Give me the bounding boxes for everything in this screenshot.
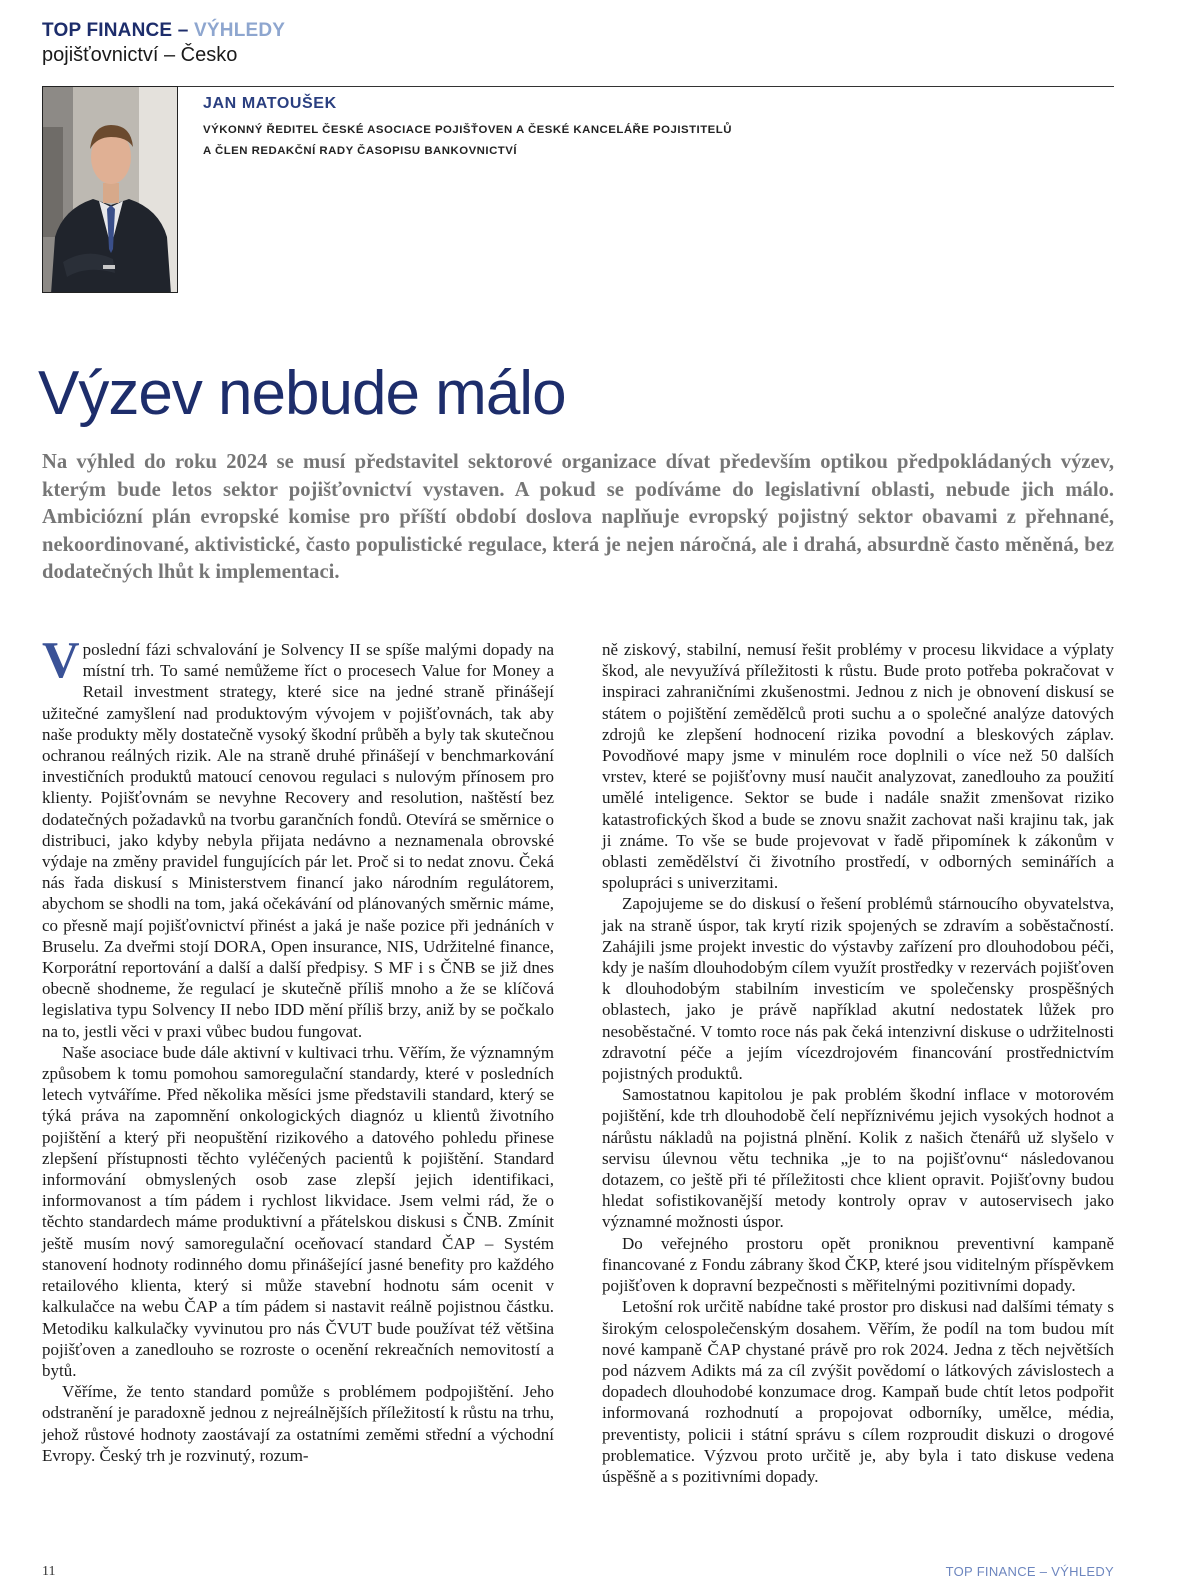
paragraph: Věříme, že tento standard pomůže s problémem podpojištění. Jeho odstranění je paradoxně jednou z nejreálnějších příležitostí k růstu na trhu, jehož růstové hodnoty zaostávají za ostatními zeměmi střední a východní Evropy. Český trh je rozvinutý, rozum- bbox=[42, 1382, 554, 1465]
paragraph: Samostatnou kapitolou je pak problém škodní inflace v motorovém pojištění, kde trh dlouhodobě čelí nepříznivému jejich vysokých hodnot a nárůstu nákladů na pojistná plnění. Kolik z našich čtenářů už slyšelo v servisu úlevnou větu technika „je to na pojišťovnu“ následovanou dotazem, co ještě při té příležitosti chce klient opravit. Pojišťovny budou hledat sofistikovanější metody kontroly oprav v autoservisech jako významné možnosti úspor. bbox=[602, 1085, 1114, 1232]
paragraph-text: poslední fázi schvalování je Solvency II se spíše malými dopady na místní trh. To samé nemůžeme říct o procesech Value for Money a Retail investment strategy, které sice na jedné straně přinášejí užitečné zamyšlení nad produktovým vývojem v pojišťovnách, tak aby naše produkty měly dostatečně vysoký škodní průběh a byly tak skutečnou ochranou reálných rizik. Ale na straně druhé přinášejí v benchmarkování investičních produktů matoucí cenovou regulaci s nulovým přínosem pro klienty. Pojišťovnám se nevyhne Recovery and resolution, naštěstí bez dodatečných požadavků na tvorbu garančních fondů. Otevírá se směrnice o distribuci, jako kdyby nebyla přijata nedávno a neznamenala obrovské výdaje na změny pravidel fungujících pár let. Proč si to nedat znovu. Čeká nás řada diskusí s Ministerstvem financí jako národním regulátorem, abychom se shodli na tom, jaká očekávání od plánovaných směrnic máme, co přesně mají pojišťovnictví přinést a jaká je naše pozice při jednáních v Bruselu. Za dveřmi stojí DORA, Open insurance, NIS, Udržitelné finance, Korporátní reportování a další a další předpisy. S MF i s ČNB se již dnes obecně shodneme, že regulací je skutečně příliš mnoho a že se klíčová legislativa typu Solvency II nebo IDD mění příliš brzy, aniž by se počkalo na to, jestli věci v praxi vůbec budou fungovat. bbox=[42, 640, 554, 1041]
article-column-left bbox=[42, 632, 554, 1466]
drop-cap: V bbox=[42, 632, 80, 689]
brand-light: VÝHLEDY bbox=[194, 20, 286, 41]
author-role bbox=[203, 120, 732, 162]
paragraph: Naše asociace bude dále aktivní v kultivaci trhu. Věřím, že významným způsobem k tomu pomohou samoregulační standardy, které v posledních letech vytváříme. Před několika měsíci jsme představili standard, který se týká práva na zapomnění onkologických diagnóz u klientů životního pojištění a který při neopuštění rizikového a datového pohledu přinese zlepšení přístupnosti těchto vyléčených pacientů k pojištění. Standard informování obmyslených osob zase zlepší jejich identifikaci, informovanost a tím pádem i rychlost likvidace. Jsem velmi rád, že o těchto standardech máme produktivní a přátelskou diskusi s ČNB. Zmínit ještě musím nový samoregulační oceňovací standard ČAP – Systém stanovení hodnoty rodinného domu přinášející jasné benefity pro každého retailového klienta, který si může stavební hodnotu sám ocenit v kalkulačce na webu ČAP a tím pádem si nastavit reálně pojistnou částku. Metodiku kalkulačky vyvinutou pro nás ČVUT bude používat též většina pojišťoven a zanedlouho se rozroste o ocenění rekreačních nemovitostí a bytů. bbox=[42, 1042, 554, 1380]
portrait-photo-icon bbox=[43, 87, 178, 293]
author-role-line-2: A ČLEN REDAKČNÍ RADY ČASOPISU BANKOVNICTVÍ bbox=[203, 145, 518, 157]
paragraph bbox=[42, 632, 554, 1042]
section-brand bbox=[42, 19, 285, 43]
article-lead: Na výhled do roku 2024 se musí představitel sektorové organizace dívat především optikou předpokládaných výzev, kterým bude letos sektor pojišťovnictví vystaven. A pokud se podíváme do legislativní oblasti, nebude jich málo. Ambiciózní plán evropské komise pro příští období doslova naplňuje evropský pojistný sektor obavami z přehnané, nekoordinované, aktivistické, často populistické regulace, která je nejen náročná, ale i drahá, absurdně často měněná, bez dodatečných lhůt k implementaci. bbox=[42, 451, 1114, 583]
article-title: Výzev nebude málo bbox=[38, 359, 566, 428]
paragraph: Do veřejného prostoru opět proniknou preventivní kampaně financované z Fondu zábrany škod ČKP, které jsou viditelným příspěvkem pojišťoven k dopravní bezpečnosti s měřitelnými pozitivními dopady. bbox=[602, 1233, 1114, 1296]
author-photo bbox=[42, 86, 178, 293]
paragraph: ně ziskový, stabilní, nemusí řešit problémy v procesu likvidace a výplaty škod, ale nevyužívá příležitosti k růstu. Bude proto potřeba pokračovat v inspiraci zahraničními zkušenostmi. Jednou z nich je obnovení diskusí se státem o pojištění zemědělců proti suchu a o společné analýze datových zdrojů ke zlepšení hodnocení rizika povodní a bleskových záplav. Povodňové mapy jsme v minulém roce doplnili o více než 50 dalších vrstev, které se pojišťovny musí naučit analyzovat, zanedlouho za použití umělé inteligence. Sektor se bude i nadále snažit zmenšovat riziko katastrofických škod a bude se znovu snažit zachovat naši krajinu tak, jak ji známe. To vše se bude projevovat v řadě připomínek k zákonům v oblasti zemědělství či životního prostředí, v odborných seminářích a spolupráci s univerzitami. bbox=[602, 640, 1114, 893]
author-role-line-1: VÝKONNÝ ŘEDITEL ČESKÉ ASOCIACE POJIŠŤOVEN A ČESKÉ KANCELÁŘE POJISTITELŮ bbox=[203, 124, 732, 136]
article-column-right bbox=[602, 639, 1114, 1487]
paragraph: Letošní rok určitě nabídne také prostor pro diskusi nad dalšími tématy s širokým celospolečenským dosahem. Věřím, že podíl na tom budou mít nové kampaně ČAP chystané právě pro rok 2024. Jedna z těch největších pod názvem Adikts má za cíl zvýšit povědomí o látkových závislostech a dopadech dlouhodobé konzumace drog. Kampaň bude chtít letos podpořit informovaná rozhodnutí a propojovat odborníky, umělce, média, preventisty, policii i státní správu s cílem rozproudit diskuzi o drogové problematice. Výzvou proto určitě je, aby byla i tato diskuse vedena úspěšně a s pozitivními dopady. bbox=[602, 1297, 1114, 1486]
author-name: JAN MATOUŠEK bbox=[203, 95, 337, 112]
footer-brand: TOP FINANCE – VÝHLEDY bbox=[945, 1564, 1114, 1579]
section-subtitle: pojišťovnictví – Česko bbox=[42, 44, 238, 66]
header-rule bbox=[42, 86, 1114, 87]
page-number: 11 bbox=[42, 1564, 56, 1579]
brand-bold: TOP FINANCE – bbox=[42, 20, 189, 41]
paragraph: Zapojujeme se do diskusí o řešení problémů stárnoucího obyvatelstva, jak na straně úspor, tak krytí rizik spojených se zdravím a soběstačností. Zahájili jsme projekt investic do výstavby zařízení pro dlouhodobou péči, kdy je naším dlouhodobým cílem využít prostředky v rezervách pojišťoven k dlouhodobým stabilním investicím ve společensky prospěšných oblastech, jako je právě například akutní nedostatek lůžek pro nesoběstačné. V tomto roce nás pak čeká intenzivní diskuse o udržitelnosti zdravotní péče a jejím vícezdrojovém financování prostřednictvím pojistných produktů. bbox=[602, 894, 1114, 1084]
